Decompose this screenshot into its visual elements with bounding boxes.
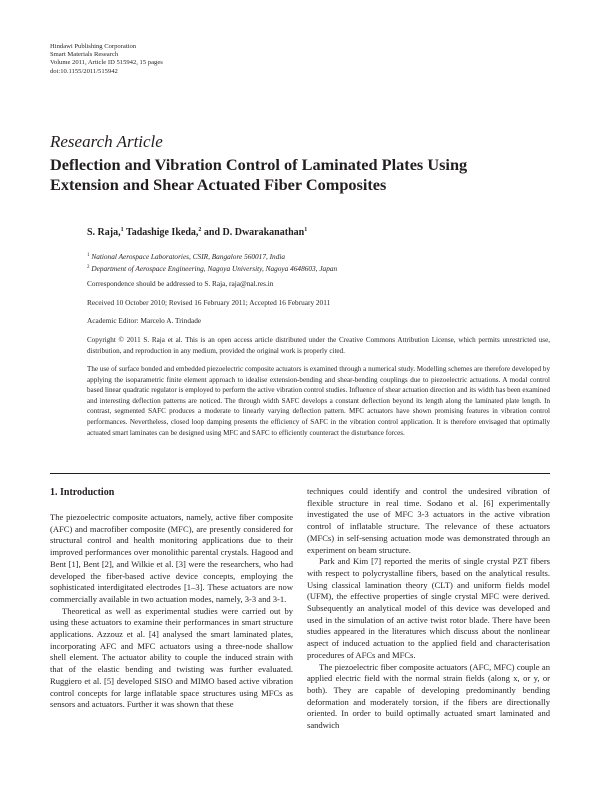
intro-paragraph-2: Theoretical as well as experimental studies were carried out by using these actuators to examine their performances in smart structure applications. Azzouz et al. [4] analysed the smart laminated plates, incorporating AFC and MFC actuators using a three-node shallow shell element. The actuator ability to couple the induced strain with that of the elastic bending and twisting was further evaluated. Ruggiero et al. [5] developed SISO and MIMO based active vibration control concepts for large inflatable space structures using MFCs as sensors and actuators. Further it was shown that these bbox=[50, 605, 293, 710]
author-1[interactable]: S. Raja, bbox=[87, 227, 121, 238]
author-list bbox=[87, 227, 307, 238]
journal-header bbox=[50, 43, 163, 76]
intro-paragraph-3: techniques could identify and control the undesired vibration of flexible structure in real time. Sodano et al. [6] experimentally investigated the use of MFC 3-3 actuators in the active vibration control of inflatable structure. The relevance of these actuators (MFCs) in self-sensing actuation mode was demonstrated through an experiment on beam structure. bbox=[307, 486, 550, 555]
copyright-notice: Copyright © 2011 S. Raja et al. This is an open access article distributed under the Creative Commons Attribution License, which permits unrestricted use, distribution, and reproduction in any medium, provided the original work is properly cited. bbox=[87, 336, 550, 355]
author-1-affil: 1 bbox=[120, 227, 124, 233]
dates: Received 10 October 2010; Revised 16 February 2011; Accepted 16 February 2011 bbox=[87, 298, 331, 307]
author-2[interactable]: Tadashige Ikeda, bbox=[125, 227, 199, 238]
section-divider bbox=[50, 473, 550, 474]
affiliation-1: $^1$ National Aerospace Laboratories, CSIR, Bangalore 560017, India bbox=[87, 252, 286, 261]
author-3[interactable]: and D. Dwarakanathan bbox=[203, 227, 305, 238]
author-3-affil: 1 bbox=[304, 227, 308, 233]
section-heading-introduction: 1. Introduction bbox=[50, 487, 115, 498]
paper-title bbox=[50, 155, 560, 195]
intro-paragraph-1: The piezoelectric composite actuators, namely, active fiber composite (AFC) and macrofiber composite (MFC), are presently considered for structural control and health monitoring applications due to their improved performances over monolithic parental crystals. Hagood and Bent [1], Bent [2], and Wilkie et al. [3] were the researchers, who had developed the fiber-based active device concepts, employing the sophisticated interdigitated electrodes [1–3]. These actuators are now commercially available in two actuation modes, namely, 3-3 and 3-1. bbox=[50, 512, 293, 604]
volume-info: Volume 2011, Article ID 515942, 15 pages bbox=[50, 59, 163, 67]
academic-editor: Academic Editor: Marcelo A. Trindade bbox=[87, 316, 202, 325]
intro-paragraph-5: The piezoelectric fiber composite actuators (AFC, MFC) couple an applied electric field with the normal strain fields (along x, or y, or both). They are capable of developing predominantly bending deformation and moderately torsion, if the fibers are directionally oriented. In order to build optimally actuated smart laminated and sandwich bbox=[307, 661, 550, 731]
doi[interactable]: doi:10.1155/2011/515942 bbox=[50, 67, 118, 75]
column-right bbox=[307, 486, 550, 732]
abstract: The use of surface bonded and embedded piezoelectric composite actuators is examined through a numerical study. Modelling schemes are therefore developed by applying the isoparametric finite element approach to idealise extension-bending and shear-bending couplings due to piezoelectric actuations. A modal control based linear quadratic regulator is employed to perform the active vibration control studies. Influence of shear actuation direction and its width has been examined and interesting deflection patterns are noticed. The through width SAFC develops a constant deflection beyond its length along the laminated plate length. In contrast, segmented SAFC produces a moderate to linearly varying deflection pattern. MFC actuators have shown promising features in vibration control performances. Nevertheless, closed loop damping presents the efficiency of SAFC in the vibration control application. It is therefore envisaged that optimally actuated smart laminates can be designed using MFC and SAFC to efficiently counteract the disturbance forces. bbox=[87, 365, 550, 437]
intro-paragraph-4: Park and Kim [7] reported the merits of single crystal PZT fibers with respect to polycrystalline fibers, based on the analytical results. Using classical lamination theory (CLT) and uniform fields model (UFM), the effective properties of single crystal MFC were derived. Subsequently an analytical model of this device was developed and used in the simulation of an active twist rotor blade. There have been studies appeared in the literatures which discuss about the nonlinear aspect of induced actuation to the applied field and characterisation procedures of AFCs and MFCs. bbox=[307, 556, 550, 660]
journal-name: Smart Materials Research bbox=[50, 51, 119, 59]
column-left bbox=[50, 487, 293, 711]
title-line-1: Deflection and Vibration Control of Laminated Plates Using bbox=[50, 155, 468, 174]
title-line-2: Extension and Shear Actuated Fiber Composites bbox=[50, 175, 387, 194]
author-2-affil: 2 bbox=[198, 227, 202, 233]
correspondence: Correspondence should be addressed to S. Raja, raja@nal.res.in bbox=[87, 279, 274, 288]
publisher: Hindawi Publishing Corporation bbox=[50, 43, 137, 50]
affiliation-2: $^2$ Department of Aerospace Engineering, Nagoya University, Nagoya 4648603, Japan bbox=[87, 263, 338, 273]
article-type: Research Article bbox=[50, 132, 163, 151]
affiliations bbox=[87, 251, 337, 274]
